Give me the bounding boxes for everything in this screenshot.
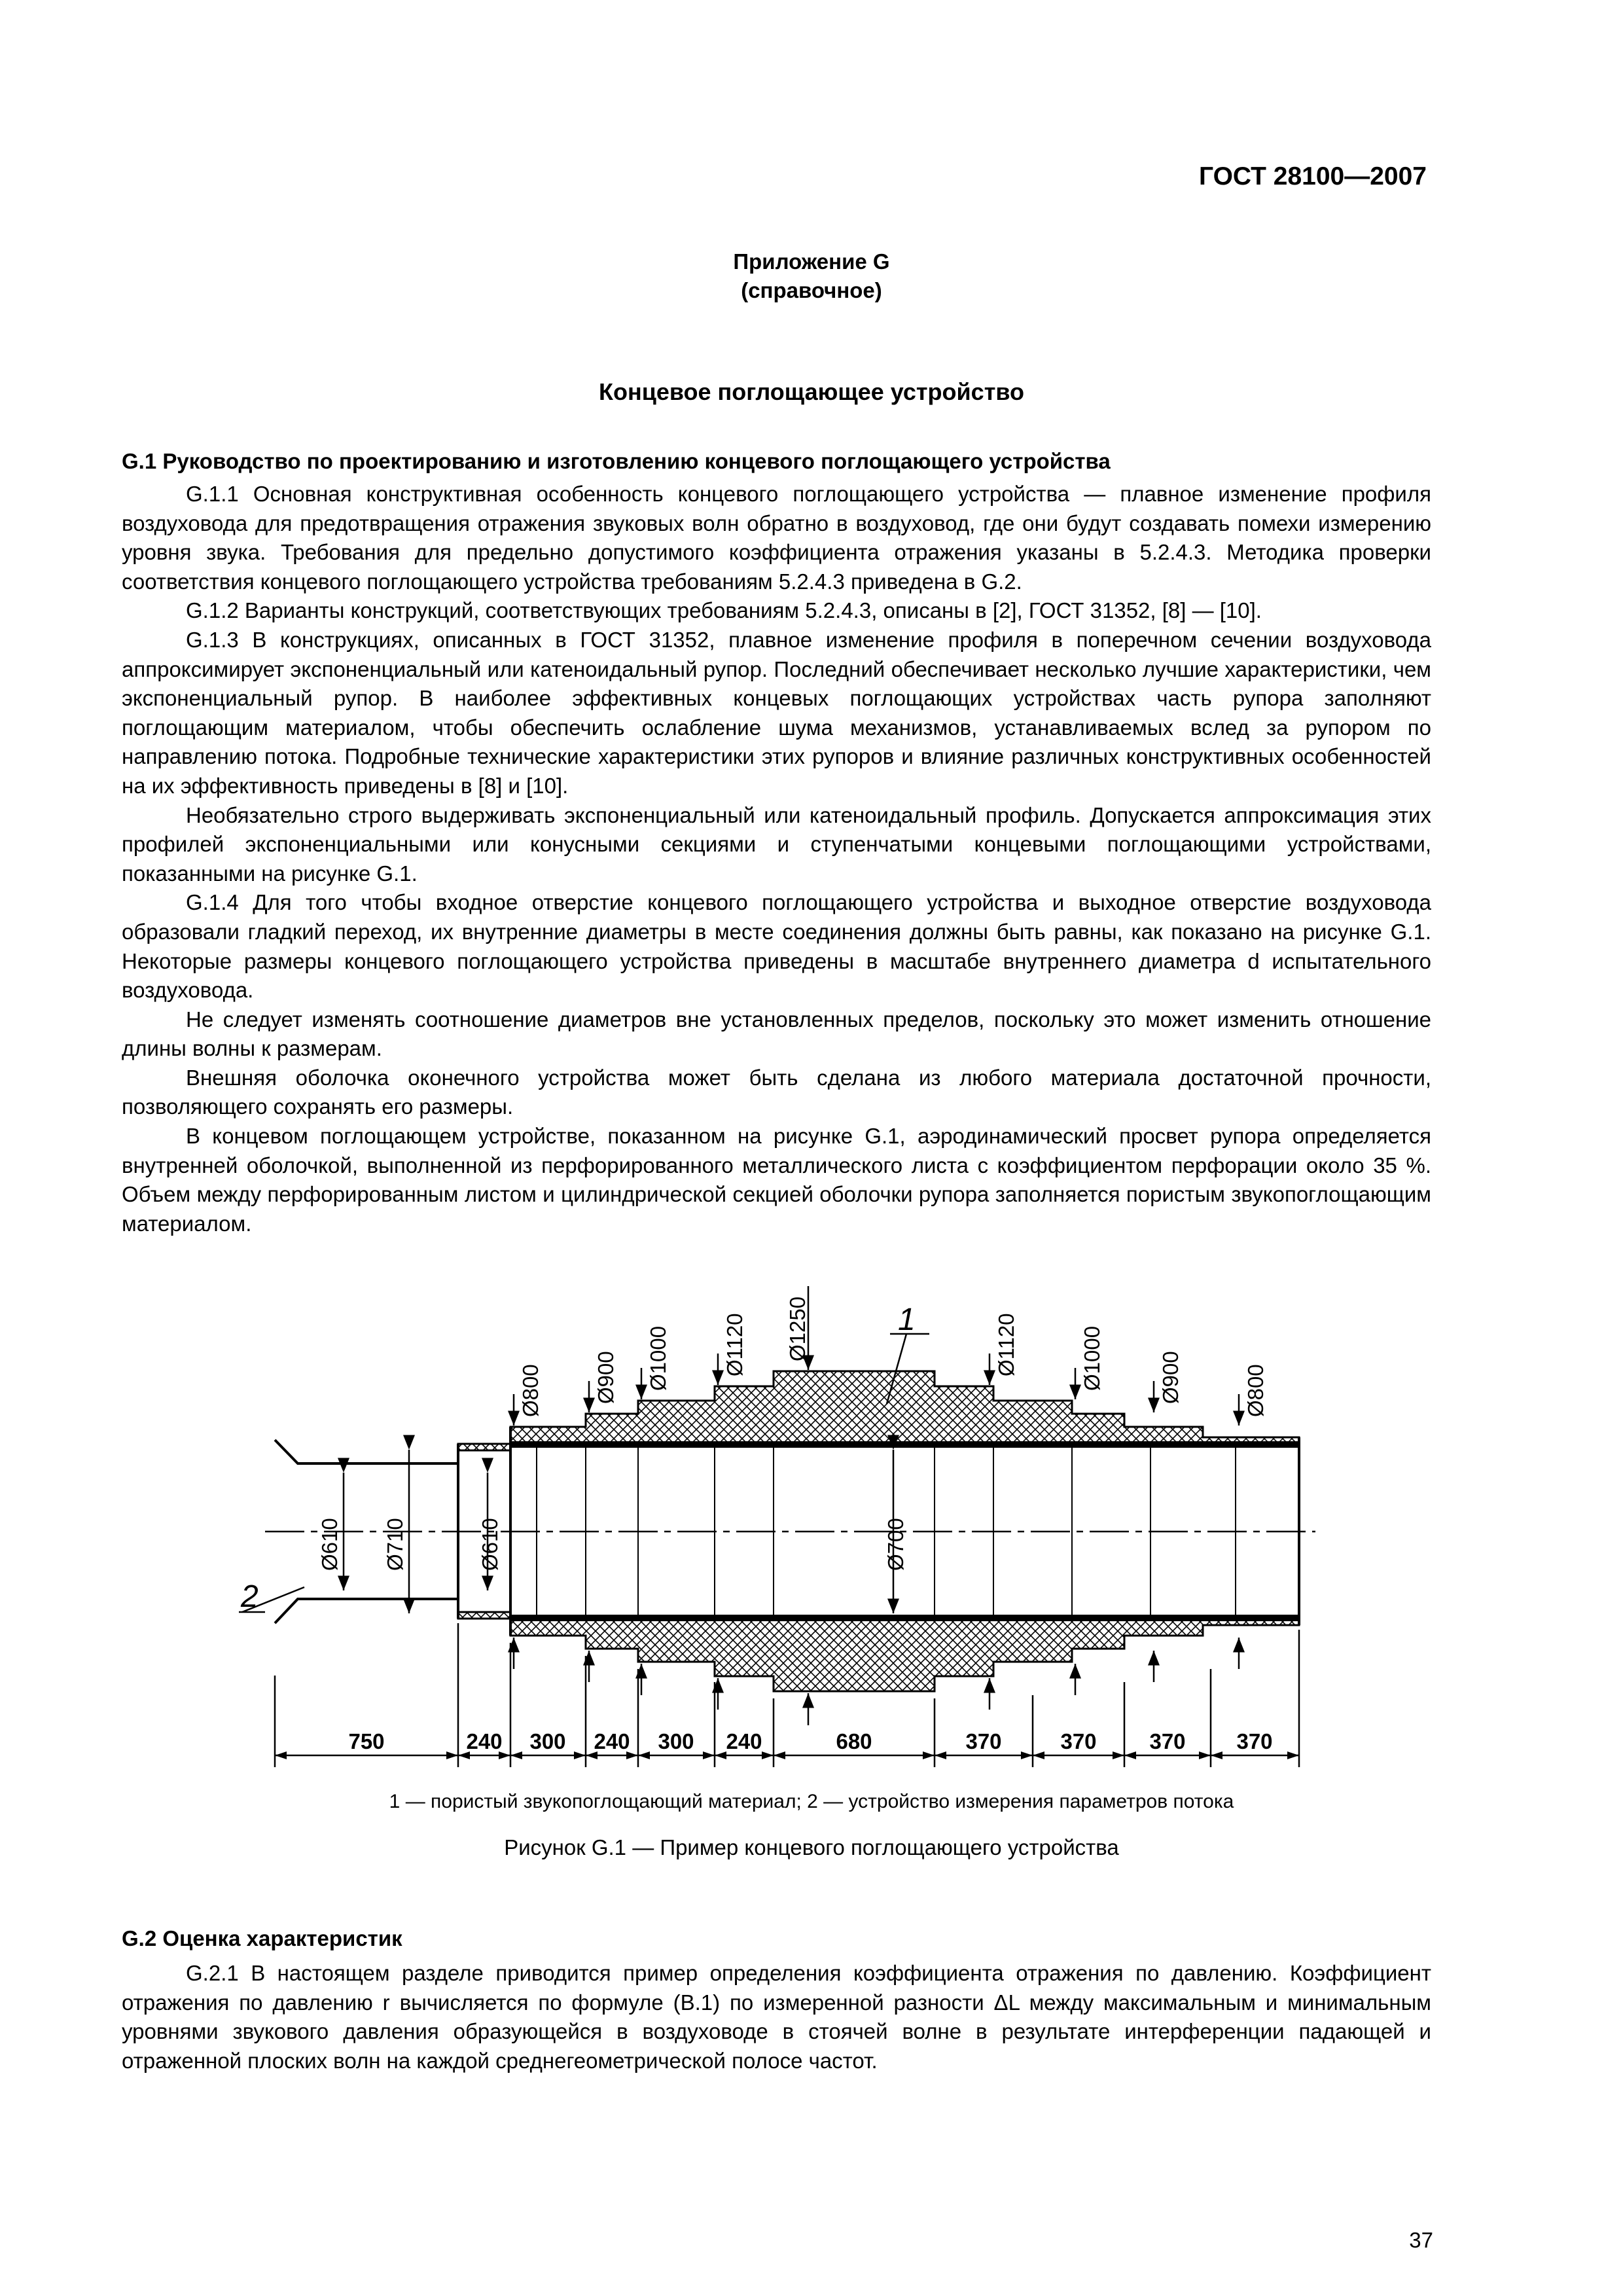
dim-inner-4: Ø700 [883,1518,908,1571]
paragraph: G.2.1 В настоящем разделе приводится пример определения коэффициента отражения по давлению. Коэффициент отражения по давлению r вычисляется по формуле (В.1) по измеренной разности ΔL между максимальным и минимальным уровнями звукового давления образующейся в воздуховоде в стоячей волне в результате интерференции падающей и отраженной плоских волн на каждой среднегеометрической полосе частот. [122,1961,1431,2073]
dim-top-5: Ø1250 [785,1296,810,1361]
length-4: 240 [594,1729,630,1753]
dim-top-6: Ø1120 [994,1313,1018,1376]
paragraph: Необязательно строго выдерживать экспоненциальный или катеноидальный профиль. Допускается аппроксимация этих профилей экспоненциальными или конусными секциями и ступенчатыми концевыми поглощающими устройствами, показанными на рисунке G.1. [122,802,1431,886]
section-heading-g2: G.2 Оценка характеристик [122,1926,402,1950]
section-g2-body [122,1959,1431,2075]
dim-top-4: Ø1120 [722,1313,747,1376]
callout-1: 1 [898,1302,916,1337]
length-3: 300 [529,1729,566,1753]
length-7: 680 [836,1729,872,1753]
figure-g1-drawing [0,1270,1623,1793]
paragraph: G.1.2 Варианты конструкций, соответствующих требованиям 5.2.4.3, описаны в [2], ГОСТ 31352, [8] — [10]. [186,598,1262,623]
page-number: 37 [1409,2228,1433,2252]
absorber-bottom [510,1619,1299,1691]
dim-inner-2: Ø710 [383,1518,407,1571]
section-g1-body [122,480,1431,1238]
standard-header: ГОСТ 28100—2007 [1199,162,1427,190]
paragraph: Внешняя оболочка оконечного устройства может быть сделана из любого материала достаточной прочности, позволяющего сохранять его размеры. [122,1065,1431,1119]
figure-legend: 1 — пористый звукопоглощающий материал; 2 — устройство измерения параметров потока [389,1791,1234,1812]
dim-top-7: Ø1000 [1080,1325,1104,1391]
dim-top-8: Ø900 [1158,1351,1183,1404]
figure-title: Рисунок G.1 — Пример концевого поглощающего устройства [504,1835,1119,1859]
appendix-title: Концевое поглощающее устройство [599,378,1024,405]
length-5: 300 [658,1729,694,1753]
dim-top-9: Ø800 [1243,1364,1268,1417]
paragraph: G.1.4 Для того чтобы входное отверстие концевого поглощающего устройства и выходное отверстие воздуховода образовали гладкий переход, их внутренние диаметры в месте соединения должны быть равны, как показано на рисунке G.1. Некоторые размеры концевого поглощающего устройства приведены в масштабе внутреннего диаметра d испытательного воздуховода. [122,890,1431,1003]
dim-top-2: Ø900 [594,1351,618,1404]
length-6: 240 [726,1729,762,1753]
paragraph: G.1.1 Основная конструктивная особенность концевого поглощающего устройства — плавное изменение профиля воздуховода для предотвращения отражения звуковых волн обратно в воздуховод, где они будут создавать помехи измерению уровня звука. Требования для предельно допустимого коэффициента отражения указаны в 5.2.4.3. Методика проверки соответствия концевого поглощающего устройства требованиям 5.2.4.3 приведена в G.2. [122,482,1431,594]
dim-inner-3: Ø610 [478,1518,502,1571]
length-2: 240 [466,1729,503,1753]
length-10: 370 [1149,1729,1186,1753]
length-9: 370 [1060,1729,1097,1753]
length-1: 750 [348,1729,385,1753]
paragraph: В концевом поглощающем устройстве, показанном на рисунке G.1, аэродинамический просвет рупора определяется внутренней оболочкой, выполненной из перфорированного металлического листа с коэффициентом перфорации около 35 %. Объем между перфорированным листом и цилиндрической секцией оболочки рупора заполняется пористым звукопоглощающим материалом. [122,1124,1431,1236]
appendix-type: (справочное) [741,278,882,302]
dim-top-1: Ø800 [518,1364,543,1417]
length-8: 370 [965,1729,1002,1753]
length-11: 370 [1236,1729,1273,1753]
paragraph: G.1.3 В конструкциях, описанных в ГОСТ 31352, плавное изменение профиля в поперечном сечении воздуховода аппроксимирует экспоненциальный или катеноидальный рупор. Последний обеспечивает несколько лучшие характеристики, чем экспоненциальный рупор. В наиболее эффективных концевых поглощающих устройствах часть рупора заполняют поглощающим материалом, чтобы обеспечить ослабление шума механизмов, устанавливаемых вслед за рупором по направлению потока. Подробные технические характеристики этих рупоров и влияние различных конструктивных особенностей на их эффективность приведены в [8] и [10]. [122,627,1431,798]
callout-2: 2 [241,1579,259,1614]
section-heading-g1: G.1 Руководство по проектированию и изготовлению концевого поглощающего устройства [122,449,1111,473]
dim-top-3: Ø1000 [646,1325,670,1391]
appendix-label: Приложение G [733,249,890,274]
dim-inner-1: Ø610 [317,1518,342,1571]
paragraph: Не следует изменять соотношение диаметров вне установленных пределов, поскольку это может изменить отношение длины волны к размерам. [122,1007,1431,1061]
